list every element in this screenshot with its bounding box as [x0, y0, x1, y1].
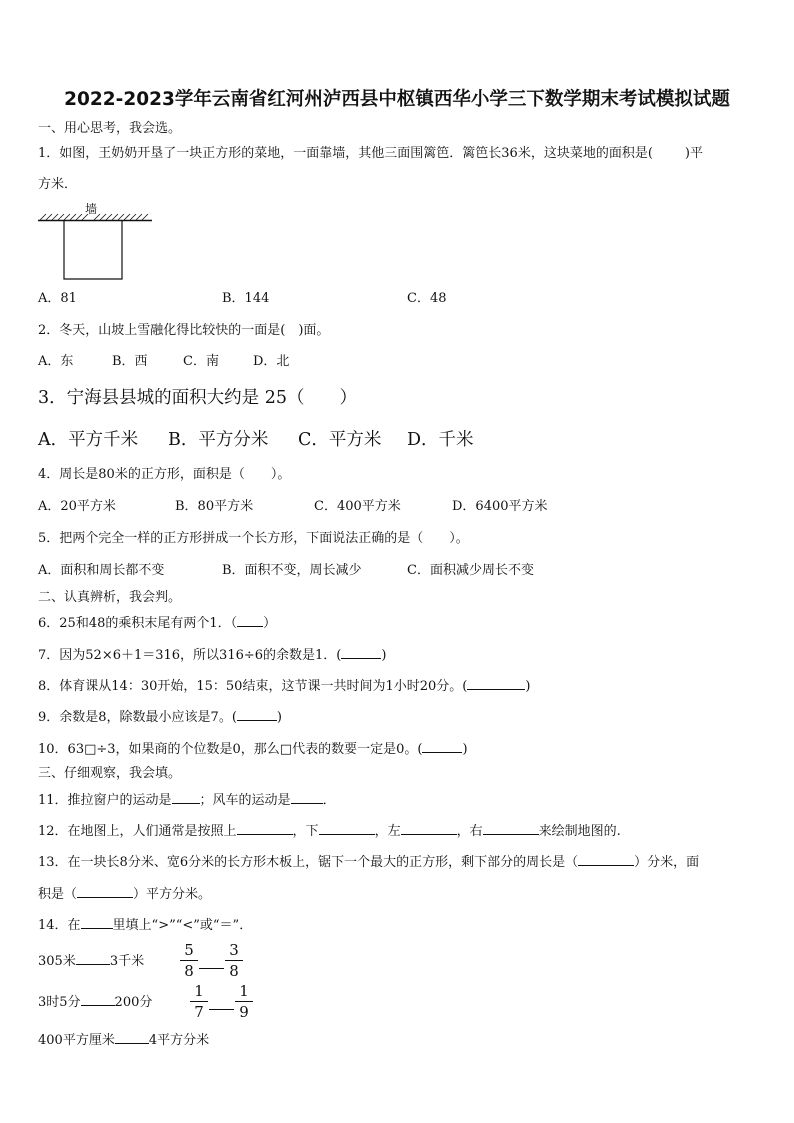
q9-row: 9．余数是8，除数最小应该是7。( ) [38, 710, 282, 725]
q2-option-c[interactable]: C．南 [183, 354, 219, 369]
q14-row: 14．在 里填上“>”“<”或“＝”． [38, 918, 253, 933]
q11-blank-1[interactable] [172, 791, 200, 804]
q9-answer-blank[interactable] [237, 708, 277, 721]
q4-option-b[interactable]: B．80平方米 [175, 499, 254, 514]
q1-text: 1．如图，王奶奶开垦了一块正方形的菜地，一面靠墙，其他三面围篱笆．篱笆长36米，这块菜地的面积是( )平 [38, 146, 703, 161]
q4-option-d[interactable]: D．6400平方米 [452, 499, 548, 514]
q5-text: 5．把两个完全一样的正方形拼成一个长方形，下面说法正确的是（ ）。 [38, 531, 469, 546]
q12-blank-down[interactable] [319, 822, 375, 835]
q2-text: 2．冬天，山坡上雪融化得比较快的一面是( )面。 [38, 323, 330, 338]
q7-row: 7．因为52×6＋1＝316，所以316÷6的余数是1．( ) [38, 648, 387, 663]
q3-option-a[interactable]: A．平方千米 [38, 430, 139, 450]
q14-blank-frac-2[interactable] [209, 1009, 234, 1010]
q14-blank-1[interactable] [76, 952, 110, 965]
q3-option-b[interactable]: B．平方分米 [168, 430, 269, 450]
q13-row: 13．在一块长8分米、宽6分米的长方形木板上，锯下一个最大的正方形，剩下部分的周长是（ ）分米，面 [38, 855, 700, 870]
wall-label: 墙 [85, 202, 98, 216]
q14-blank-frac-1[interactable] [199, 968, 224, 969]
q11-row: 11．推拉窗户的运动是 ；风车的运动是 ． [38, 793, 336, 808]
q12-blank-up[interactable] [237, 822, 293, 835]
q11-blank-2[interactable] [291, 791, 323, 804]
q14-blank-3[interactable] [115, 1031, 149, 1044]
q12-row: 12．在地图上，人们通常是按照上 ，下 ，左 ，右 来绘制地图的. [38, 824, 621, 839]
q1-option-b[interactable]: B．144 [222, 291, 270, 306]
q10-row: 10．63□÷3，如果商的个位数是0，那么□代表的数要一定是0。( ) [38, 742, 468, 757]
q5-option-b[interactable]: B．面积不变，周长减少 [222, 563, 362, 578]
q1-option-c[interactable]: C．48 [407, 291, 447, 306]
q8-answer-blank[interactable] [467, 677, 525, 690]
q2-option-a[interactable]: A．东 [38, 354, 74, 369]
q2-option-d[interactable]: D．北 [253, 354, 290, 369]
q2-option-b[interactable]: B．西 [112, 354, 148, 369]
q3-option-d[interactable]: D．千米 [407, 430, 474, 450]
q6-answer-blank[interactable] [237, 614, 263, 627]
q14-compare-3: 400平方厘米 4平方分米 [38, 1033, 210, 1048]
q12-blank-left[interactable] [401, 822, 457, 835]
q14-compare-1: 305米 3千米 [38, 954, 145, 969]
section-heading-judge: 二、认真辨析，我会判。 [38, 590, 182, 605]
q5-option-a[interactable]: A．面积和周长都不变 [38, 563, 165, 578]
fence-square [64, 221, 122, 279]
q13-blank-perimeter[interactable] [578, 853, 634, 866]
fraction-1-9: 1 9 [235, 983, 253, 1020]
q3-option-c[interactable]: C．平方米 [298, 430, 382, 450]
q4-option-a[interactable]: A．20平方米 [38, 499, 116, 514]
fraction-3-8: 3 8 [225, 942, 243, 979]
q14-compare-2: 3时5分 200分 [38, 995, 153, 1010]
q14-blank-2[interactable] [81, 993, 115, 1006]
q4-option-c[interactable]: C．400平方米 [314, 499, 401, 514]
q12-blank-right[interactable] [483, 822, 539, 835]
q1-text-cont: 方米． [38, 177, 78, 192]
fraction-5-8: 5 8 [180, 942, 198, 979]
q7-answer-blank[interactable] [341, 646, 381, 659]
q6-row: 6．25和48的乘积末尾有两个1．（ ） [38, 616, 277, 631]
q13-row-cont: 积是（ ）平方分米。 [38, 887, 212, 902]
section-heading-choice: 一、用心思考，我会选。 [38, 121, 182, 136]
q14-sample-blank [81, 916, 113, 929]
q4-text: 4．周长是80米的正方形，面积是（ ）。 [38, 467, 291, 482]
q1-option-a[interactable]: A．81 [38, 291, 77, 306]
q3-text: 3．宁海县县城的面积大约是 25（ ） [38, 388, 357, 408]
section-heading-fill: 三、仔细观察，我会填。 [38, 766, 182, 781]
q8-row: 8．体育课从14：30开始，15：50结束，这节课一共时间为1小时20分。( ) [38, 679, 531, 694]
q5-option-c[interactable]: C．面积减少周长不变 [407, 563, 534, 578]
page-title: 2022-2023学年云南省红河州泸西县中枢镇西华小学三下数学期末考试模拟试题 [64, 89, 730, 110]
q13-blank-area[interactable] [77, 885, 133, 898]
q10-answer-blank[interactable] [422, 740, 462, 753]
fraction-1-7: 1 7 [190, 983, 208, 1020]
